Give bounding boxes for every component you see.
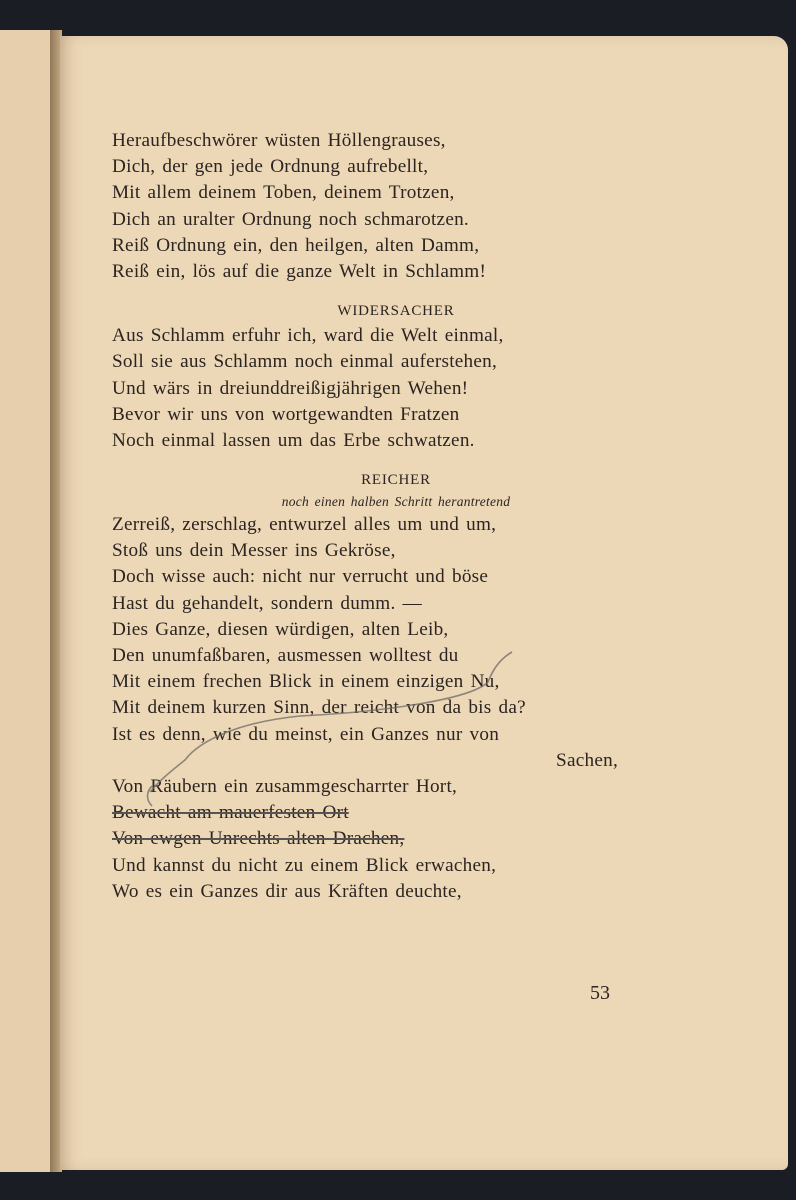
speaker-name: WIDERSACHER	[337, 303, 455, 320]
verse-line: Dich an uralter Ordnung noch schmarotzen.	[112, 208, 469, 230]
verse-line-struck: Bewacht am mauerfesten Ort	[112, 802, 349, 824]
page-number: 53	[590, 982, 610, 1004]
verse-line: Soll sie aus Schlamm noch einmal auferstehen,	[112, 351, 498, 373]
verse-line: Dich, der gen jede Ordnung aufrebellt,	[112, 156, 429, 178]
verse-line: Mit allem deinem Toben, deinem Trotzen,	[112, 182, 455, 204]
verse-line: Heraufbeschwörer wüsten Höllengrauses,	[112, 130, 446, 151]
verse-line: Den unumfaßbaren, ausmessen wolltest du	[112, 645, 459, 666]
verse-line: Bevor wir uns von wortgewandten Fratzen	[112, 403, 460, 425]
verse-line: Reiß Ordnung ein, den heilgen, alten Damm,	[112, 234, 480, 256]
verse-line: Reiß ein, lös auf die ganze Welt in Schlamm!	[112, 260, 487, 282]
verse-line: Und kannst du nicht zu einem Blick erwachen,	[112, 854, 497, 876]
stage-direction: noch einen halben Schritt herantretend	[281, 494, 511, 510]
verse-line: Ist es denn, wie du meinst, ein Ganzes nur von	[112, 723, 500, 745]
speaker-name: REICHER	[361, 472, 431, 489]
verse-line: Und wärs in dreiunddreißigjährigen Wehen!	[112, 377, 469, 399]
verse-line: Dies Ganze, diesen würdigen, alten Leib,	[112, 618, 449, 640]
verse-line: Stoß uns dein Messer ins Gekröse,	[112, 540, 396, 562]
verse-line: Aus Schlamm erfuhr ich, ward die Welt einmal,	[112, 325, 504, 347]
verse-line: Mit einem frechen Blick in einem einzigen Nu,	[112, 671, 500, 693]
verse-line-continuation: Sachen,	[556, 749, 618, 771]
verse-line: Noch einmal lassen um das Erbe schwatzen.	[112, 429, 475, 451]
left-page-edge	[0, 30, 52, 1172]
verse-line: Von Räubern ein zusammgescharrter Hort,	[112, 775, 458, 797]
poem-text	[112, 128, 622, 905]
verse-line: Zerreiß, zerschlag, entwurzel alles um und um,	[112, 514, 497, 536]
verse-line: Hast du gehandelt, sondern dumm. —	[112, 592, 422, 614]
verse-line: Mit deinem kurzen Sinn, der reicht von da bis da?	[112, 697, 526, 719]
verse-line: Wo es ein Ganzes dir aus Kräften deuchte,	[112, 880, 462, 902]
verse-line: Doch wisse auch: nicht nur verrucht und böse	[112, 566, 489, 588]
verse-line-struck: Von ewgen Unrechts alten Drachen,	[112, 828, 405, 850]
